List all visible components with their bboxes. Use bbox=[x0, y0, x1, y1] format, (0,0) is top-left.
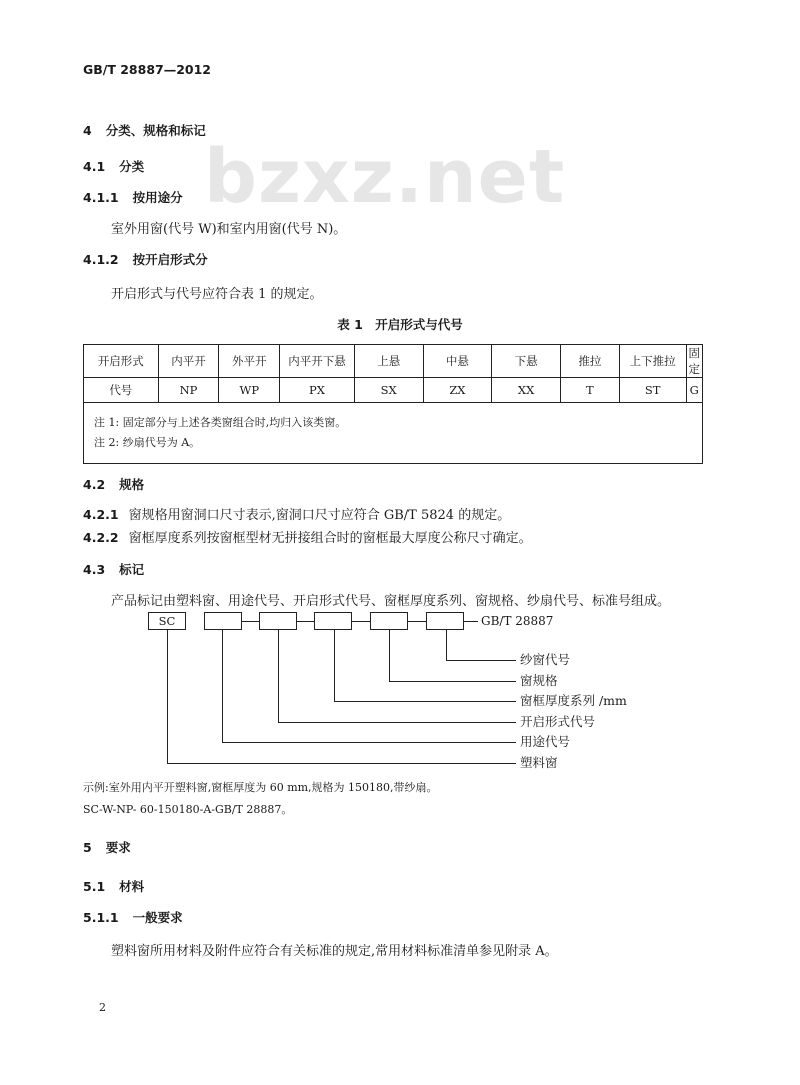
form-cell: 上下推拉 bbox=[619, 345, 686, 378]
leader-line bbox=[167, 630, 168, 763]
example-text: 示例:室外用内平开塑料窗,窗框厚度为 60 mm,规格为 150180,带纱扇。 bbox=[83, 781, 438, 794]
section-title: 材料 bbox=[119, 879, 145, 894]
section-title: 分类 bbox=[119, 159, 145, 174]
diagram-dash bbox=[464, 621, 478, 622]
leader-line bbox=[222, 742, 516, 743]
diagram-box-opening bbox=[259, 612, 297, 630]
section-number: 4.3 bbox=[83, 562, 106, 577]
example-code: SC-W-NP- 60-150180-A-GB/T 28887。 bbox=[83, 803, 293, 816]
leader-line bbox=[389, 630, 390, 681]
table-note-1: 注 1: 固定部分与上述各类窗组合时,均归入该类窗。 bbox=[94, 416, 347, 429]
section-4-3-body: 产品标记由塑料窗、用途代号、开启形式代号、窗框厚度系列、窗规格、纱扇代号、标准号组成。 bbox=[111, 594, 671, 609]
section-number: 4.2.1 bbox=[83, 507, 119, 522]
section-number: 5 bbox=[83, 840, 92, 855]
diagram-label-frame-thickness: 窗框厚度系列 /mm bbox=[520, 693, 627, 708]
leader-line bbox=[222, 630, 223, 742]
standard-number-header: GB/T 28887—2012 bbox=[83, 62, 212, 77]
table-row-forms bbox=[84, 345, 703, 378]
leader-line bbox=[334, 630, 335, 701]
leader-line bbox=[446, 660, 516, 661]
code-cell: PX bbox=[280, 378, 355, 403]
section-title: 按用途分 bbox=[132, 190, 183, 205]
section-number: 4.1 bbox=[83, 159, 106, 174]
form-cell: 上悬 bbox=[354, 345, 423, 378]
form-cell: 外平开 bbox=[219, 345, 280, 378]
diagram-dash bbox=[297, 621, 314, 622]
section-number: 4.2.2 bbox=[83, 530, 119, 545]
diagram-box-screen bbox=[426, 612, 464, 630]
section-number: 4.2 bbox=[83, 477, 106, 492]
table-notes bbox=[84, 403, 703, 464]
section-title: 要求 bbox=[105, 840, 131, 855]
form-cell: 内平开 bbox=[158, 345, 219, 378]
diagram-label-opening-code: 开启形式代号 bbox=[520, 714, 596, 729]
table-1-caption: 表 1 开启形式与代号 bbox=[337, 317, 463, 332]
diagram-standard-suffix: GB/T 28887 bbox=[481, 614, 554, 628]
form-cell: 中悬 bbox=[423, 345, 492, 378]
code-cell: SX bbox=[354, 378, 423, 403]
section-4-1-2-heading bbox=[83, 250, 208, 268]
table-note-2: 注 2: 纱扇代号为 A。 bbox=[94, 436, 201, 449]
code-cell: ZX bbox=[423, 378, 492, 403]
page-number: 2 bbox=[99, 1001, 106, 1014]
code-cell: G bbox=[686, 378, 703, 403]
section-4-1-heading bbox=[83, 157, 144, 175]
diagram-dash bbox=[242, 621, 259, 622]
diagram-label-window-size: 窗规格 bbox=[520, 673, 558, 688]
diagram-dash bbox=[352, 621, 370, 622]
code-cell: T bbox=[560, 378, 619, 403]
leader-line bbox=[446, 630, 447, 660]
section-5-1-1-body: 塑料窗所用材料及附件应符合有关标准的规定,常用材料标准清单参见附录 A。 bbox=[111, 944, 558, 959]
code-cell: NP bbox=[158, 378, 219, 403]
section-4-2-1 bbox=[83, 504, 510, 523]
section-5-heading bbox=[83, 838, 131, 856]
section-4-2-2-body: 窗框厚度系列按窗框型材无拼接组合时的窗框最大厚度公称尺寸确定。 bbox=[128, 531, 532, 546]
table-1-opening-forms bbox=[83, 344, 703, 464]
diagram-dash bbox=[408, 621, 426, 622]
section-title: 按开启形式分 bbox=[132, 252, 208, 267]
diagram-label-plastic-window: 塑料窗 bbox=[520, 755, 558, 770]
form-cell: 下悬 bbox=[492, 345, 561, 378]
section-4-1-1-body: 室外用窗(代号 W)和室内用窗(代号 N)。 bbox=[111, 222, 347, 237]
section-number: 4.1.2 bbox=[83, 252, 119, 267]
section-4-3-heading bbox=[83, 560, 144, 578]
diagram-box-usage bbox=[204, 612, 242, 630]
diagram-box-thickness bbox=[314, 612, 352, 630]
section-4-1-2-body: 开启形式与代号应符合表 1 的规定。 bbox=[111, 287, 323, 302]
section-4-2-heading bbox=[83, 475, 144, 493]
leader-line bbox=[167, 763, 516, 764]
section-4-heading bbox=[83, 121, 206, 139]
section-5-1-heading bbox=[83, 877, 144, 895]
section-4-2-1-body: 窗规格用窗洞口尺寸表示,窗洞口尺寸应符合 GB/T 5824 的规定。 bbox=[128, 508, 511, 523]
leader-line bbox=[278, 722, 516, 723]
section-number: 5.1 bbox=[83, 879, 106, 894]
leader-line bbox=[278, 630, 279, 722]
watermark: bzxz.net bbox=[204, 134, 566, 220]
section-title: 分类、规格和标记 bbox=[105, 123, 206, 138]
section-title: 标记 bbox=[119, 562, 145, 577]
form-cell: 固定 bbox=[686, 345, 703, 378]
table-row-codes bbox=[84, 378, 703, 403]
diagram-label-screen-code: 纱窗代号 bbox=[520, 652, 571, 667]
row-header-form: 开启形式 bbox=[84, 345, 159, 378]
section-5-1-1-heading bbox=[83, 908, 183, 926]
section-number: 4.1.1 bbox=[83, 190, 119, 205]
section-number: 4 bbox=[83, 123, 92, 138]
section-title: 一般要求 bbox=[132, 910, 183, 925]
table-row-notes bbox=[84, 403, 703, 464]
section-4-1-1-heading bbox=[83, 188, 183, 206]
section-4-2-2 bbox=[83, 527, 532, 546]
code-cell: ST bbox=[619, 378, 686, 403]
section-title: 规格 bbox=[119, 477, 145, 492]
diagram-box-sc: SC bbox=[148, 612, 186, 630]
leader-line bbox=[334, 701, 516, 702]
code-cell: WP bbox=[219, 378, 280, 403]
diagram-label-usage-code: 用途代号 bbox=[520, 734, 571, 749]
form-cell: 推拉 bbox=[560, 345, 619, 378]
diagram-box-size bbox=[370, 612, 408, 630]
row-header-code: 代号 bbox=[84, 378, 159, 403]
form-cell: 内平开下悬 bbox=[280, 345, 355, 378]
leader-line bbox=[389, 681, 516, 682]
code-cell: XX bbox=[492, 378, 561, 403]
section-number: 5.1.1 bbox=[83, 910, 119, 925]
